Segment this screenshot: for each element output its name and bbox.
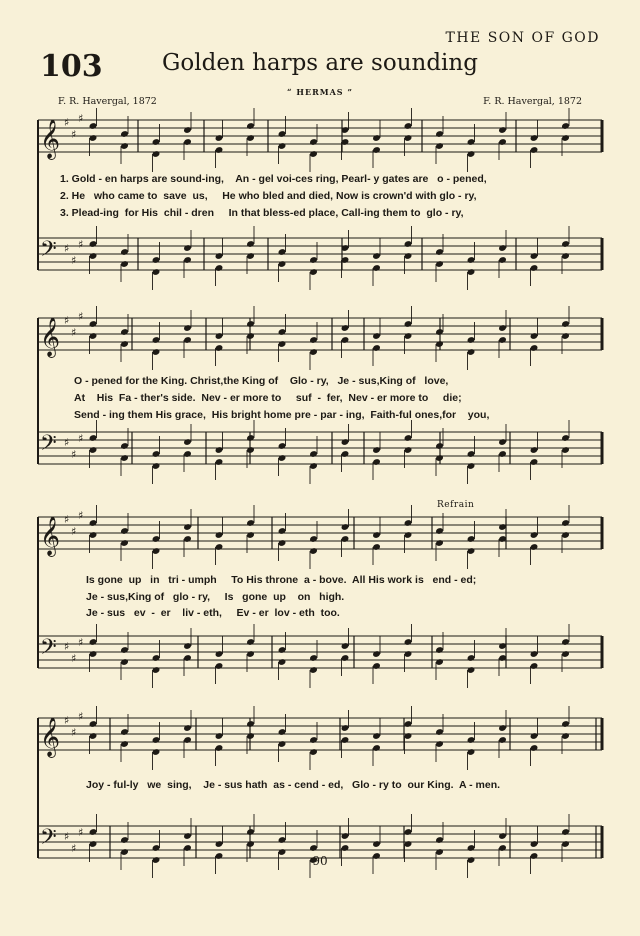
note-head [89, 720, 98, 728]
note-head [404, 840, 413, 848]
note-head [183, 654, 192, 662]
note-head [183, 256, 192, 264]
note-head [152, 450, 161, 458]
note-head [530, 446, 539, 454]
note-head [183, 724, 192, 732]
note-head [341, 336, 350, 344]
note-head [435, 442, 444, 450]
lyric-line: Send - ing them His grace, His bright home pre - par - ing, Faith-ful ones,for you, [74, 409, 490, 421]
note-head [372, 650, 381, 658]
hymn-title: Golden harps are sounding [162, 50, 478, 76]
note-head [467, 547, 476, 555]
note-head [120, 658, 129, 666]
sharp-icon: ♯ [64, 640, 70, 653]
note-head [183, 832, 192, 840]
note-head [467, 256, 476, 264]
note-head [120, 248, 129, 256]
note-head [309, 348, 318, 356]
note-head [309, 547, 318, 555]
note-head [435, 328, 444, 336]
note-head [215, 264, 224, 272]
note-head [215, 446, 224, 454]
sharp-icon: ♯ [78, 112, 84, 125]
note-head [215, 744, 224, 752]
note-head [215, 531, 224, 539]
note-head [561, 332, 570, 340]
note-head [404, 252, 413, 260]
note-head [530, 662, 539, 670]
note-head [467, 462, 476, 470]
sharp-icon: ♯ [71, 842, 77, 855]
note-head [435, 740, 444, 748]
note-head [530, 531, 539, 539]
note-head [183, 324, 192, 332]
treble-clef-icon: 𝄞 [40, 516, 61, 556]
lyric-line: 2. He who came to save us, He who bled and died, Now is crown'd with glo - ry, [60, 190, 477, 202]
note-head [530, 344, 539, 352]
note-head [530, 252, 539, 260]
note-head [561, 828, 570, 836]
note-head [467, 666, 476, 674]
note-head [89, 252, 98, 260]
note-head [152, 666, 161, 674]
note-head [561, 519, 570, 527]
note-head [404, 720, 413, 728]
note-head [120, 260, 129, 268]
note-head [278, 836, 287, 844]
note-head [120, 340, 129, 348]
note-head [152, 748, 161, 756]
note-head [89, 732, 98, 740]
note-head [309, 748, 318, 756]
note-head [561, 446, 570, 454]
sharp-icon: ♯ [64, 436, 70, 449]
note-head [372, 134, 381, 142]
note-head [246, 531, 255, 539]
note-head [341, 324, 350, 332]
note-head [341, 844, 350, 852]
section-heading: THE SON OF GOD [445, 30, 600, 46]
lyric-line: Je - sus ev - er liv - eth, Ev - er lov - eth too. [86, 607, 340, 619]
note-head [404, 531, 413, 539]
refrain-label: Refrain [437, 500, 475, 510]
note-head [120, 836, 129, 844]
bass-clef-icon: 𝄢 [40, 431, 57, 461]
note-head [341, 654, 350, 662]
note-head [372, 344, 381, 352]
note-head [246, 720, 255, 728]
note-head [183, 642, 192, 650]
sharp-icon: ♯ [71, 326, 77, 339]
note-head [246, 650, 255, 658]
note-head [467, 348, 476, 356]
note-head [561, 434, 570, 442]
bass-clef-icon: 𝄢 [40, 237, 57, 267]
note-head [498, 832, 507, 840]
note-head [372, 732, 381, 740]
note-head [435, 130, 444, 138]
lyric-line: Joy - ful-ly we sing, Je - sus hath as - cend - ed, Glo - ry to our King. A - men. [86, 779, 501, 791]
note-head [404, 332, 413, 340]
sharp-icon: ♯ [64, 830, 70, 843]
sharp-icon: ♯ [71, 254, 77, 267]
note-head [530, 264, 539, 272]
note-head [183, 244, 192, 252]
note-head [561, 531, 570, 539]
note-head [183, 535, 192, 543]
note-head [278, 539, 287, 547]
note-head [89, 434, 98, 442]
treble-clef-icon: 𝄞 [40, 119, 61, 159]
sharp-icon: ♯ [71, 448, 77, 461]
note-head [278, 454, 287, 462]
note-head [278, 442, 287, 450]
sharp-icon: ♯ [78, 310, 84, 323]
note-head [120, 527, 129, 535]
note-head [215, 543, 224, 551]
note-head [278, 646, 287, 654]
note-head [467, 268, 476, 276]
note-head [372, 146, 381, 154]
note-head [215, 252, 224, 260]
sharp-icon: ♯ [78, 238, 84, 251]
note-head [498, 724, 507, 732]
note-head [278, 142, 287, 150]
note-head [183, 336, 192, 344]
note-head [498, 256, 507, 264]
note-head [498, 450, 507, 458]
sharp-icon: ♯ [64, 714, 70, 727]
tune-name: “ HERMAS ” [287, 87, 353, 97]
note-head [278, 658, 287, 666]
sharp-icon: ♯ [71, 525, 77, 538]
lyric-line: 1. Gold - en harps are sound-ing, An - gel voi-ces ring, Pearl- y gates are o - pened, [60, 173, 487, 185]
note-head [341, 642, 350, 650]
note-head [561, 720, 570, 728]
note-head [530, 146, 539, 154]
note-head [372, 446, 381, 454]
note-head [215, 134, 224, 142]
note-head [309, 736, 318, 744]
note-head [341, 724, 350, 732]
note-head [120, 539, 129, 547]
note-head [278, 248, 287, 256]
note-head [530, 840, 539, 848]
note-head [183, 438, 192, 446]
note-head [152, 535, 161, 543]
note-head [309, 150, 318, 158]
note-head [246, 320, 255, 328]
note-head [404, 434, 413, 442]
note-head [372, 332, 381, 340]
words-credit: F. R. Havergal, 1872 [58, 96, 157, 107]
note-head [435, 836, 444, 844]
note-head [404, 519, 413, 527]
hymn-number: 103 [40, 49, 103, 84]
note-head [341, 438, 350, 446]
note-head [467, 736, 476, 744]
note-head [341, 523, 350, 531]
note-head [467, 336, 476, 344]
note-head [152, 844, 161, 852]
note-head [89, 332, 98, 340]
note-head [246, 240, 255, 248]
note-head [152, 547, 161, 555]
note-head [278, 328, 287, 336]
note-head [215, 650, 224, 658]
note-head [372, 840, 381, 848]
sharp-icon: ♯ [64, 242, 70, 255]
note-head [467, 748, 476, 756]
note-head [530, 134, 539, 142]
note-head [498, 844, 507, 852]
note-head [278, 740, 287, 748]
note-head [561, 252, 570, 260]
note-head [183, 844, 192, 852]
note-head [183, 450, 192, 458]
note-head [372, 531, 381, 539]
note-head [530, 650, 539, 658]
note-head [309, 666, 318, 674]
note-head [152, 268, 161, 276]
lyric-line: O - pened for the King. Christ,the King of Glo - ry, Je - sus,King of love, [74, 375, 449, 387]
page-number: 90 [312, 854, 328, 868]
treble-clef-icon: 𝄞 [40, 717, 61, 757]
note-head [120, 454, 129, 462]
note-head [467, 150, 476, 158]
note-head [89, 134, 98, 142]
note-head [435, 454, 444, 462]
treble-clef-icon: 𝄞 [40, 317, 61, 357]
note-head [152, 150, 161, 158]
note-head [183, 736, 192, 744]
sharp-icon: ♯ [78, 509, 84, 522]
note-head [309, 654, 318, 662]
sharp-icon: ♯ [78, 636, 84, 649]
note-head [404, 446, 413, 454]
note-head [309, 336, 318, 344]
bass-clef-icon: 𝄢 [40, 825, 57, 855]
note-head [278, 728, 287, 736]
lyric-line: Is gone up in tri - umph To His throne a - bove. All His work is end - ed; [86, 574, 477, 586]
note-head [561, 732, 570, 740]
note-head [215, 344, 224, 352]
note-head [120, 142, 129, 150]
note-head [435, 142, 444, 150]
note-head [561, 650, 570, 658]
note-head [183, 523, 192, 531]
note-head [215, 146, 224, 154]
note-head [278, 340, 287, 348]
note-head [404, 320, 413, 328]
note-head [246, 434, 255, 442]
note-head [152, 462, 161, 470]
note-head [404, 732, 413, 740]
note-head [435, 340, 444, 348]
note-head [246, 332, 255, 340]
bass-clef-icon: 𝄢 [40, 635, 57, 665]
note-head [246, 840, 255, 848]
note-head [89, 240, 98, 248]
note-head [120, 130, 129, 138]
note-head [435, 248, 444, 256]
note-head [152, 336, 161, 344]
lyric-line: 3. Plead-ing for His chil - dren In that bless-ed place, Call-ing them to glo - ry, [60, 207, 464, 219]
note-head [89, 519, 98, 527]
note-head [530, 458, 539, 466]
note-head [561, 122, 570, 130]
note-head [246, 122, 255, 130]
lyric-line: Je - sus,King of glo - ry, Is gone up on high. [86, 591, 345, 603]
note-head [120, 442, 129, 450]
note-head [372, 543, 381, 551]
sharp-icon: ♯ [64, 116, 70, 129]
note-head [89, 531, 98, 539]
note-head [215, 732, 224, 740]
note-head [404, 122, 413, 130]
note-head [246, 446, 255, 454]
note-head [309, 138, 318, 146]
sharp-icon: ♯ [71, 726, 77, 739]
note-head [530, 332, 539, 340]
note-head [215, 662, 224, 670]
note-head [435, 527, 444, 535]
note-head [435, 646, 444, 654]
note-head [372, 744, 381, 752]
note-head [372, 264, 381, 272]
note-head [467, 654, 476, 662]
note-head [498, 336, 507, 344]
note-head [309, 844, 318, 852]
sharp-icon: ♯ [71, 652, 77, 665]
note-head [246, 828, 255, 836]
note-head [183, 126, 192, 134]
note-head [404, 240, 413, 248]
note-head [278, 260, 287, 268]
note-head [435, 539, 444, 547]
note-head [152, 348, 161, 356]
note-head [120, 646, 129, 654]
note-head [341, 736, 350, 744]
note-head [246, 638, 255, 646]
note-head [467, 450, 476, 458]
note-head [309, 450, 318, 458]
note-head [246, 732, 255, 740]
note-head [89, 840, 98, 848]
note-head [152, 654, 161, 662]
note-head [467, 138, 476, 146]
note-head [89, 122, 98, 130]
lyric-line: At His Fa - ther's side. Nev - er more to suf - fer, Nev - er more to die; [74, 392, 462, 404]
note-head [372, 662, 381, 670]
sharp-icon: ♯ [78, 826, 84, 839]
note-head [561, 240, 570, 248]
note-head [372, 252, 381, 260]
note-head [309, 256, 318, 264]
note-head [246, 519, 255, 527]
note-head [215, 332, 224, 340]
note-head [530, 543, 539, 551]
note-head [435, 658, 444, 666]
sharp-icon: ♯ [71, 128, 77, 141]
note-head [341, 450, 350, 458]
note-head [120, 728, 129, 736]
note-head [498, 324, 507, 332]
note-head [215, 840, 224, 848]
note-head [498, 438, 507, 446]
note-head [89, 638, 98, 646]
note-head [89, 828, 98, 836]
note-head [309, 268, 318, 276]
note-head [404, 650, 413, 658]
note-head [561, 638, 570, 646]
note-head [467, 844, 476, 852]
note-head [152, 256, 161, 264]
note-head [467, 535, 476, 543]
note-head [498, 736, 507, 744]
note-head [246, 134, 255, 142]
note-head [372, 458, 381, 466]
note-head [309, 462, 318, 470]
note-head [152, 736, 161, 744]
note-head [435, 260, 444, 268]
music-credit: F. R. Havergal, 1872 [483, 96, 582, 107]
note-head [246, 252, 255, 260]
note-head [89, 320, 98, 328]
note-head [183, 138, 192, 146]
note-head [89, 446, 98, 454]
note-head [404, 134, 413, 142]
note-head [530, 732, 539, 740]
sharp-icon: ♯ [64, 513, 70, 526]
sharp-icon: ♯ [78, 710, 84, 723]
note-head [561, 134, 570, 142]
note-head [498, 244, 507, 252]
note-head [530, 744, 539, 752]
note-head [404, 828, 413, 836]
sharp-icon: ♯ [78, 432, 84, 445]
note-head [435, 728, 444, 736]
note-head [561, 320, 570, 328]
note-head [404, 638, 413, 646]
sharp-icon: ♯ [64, 314, 70, 327]
note-head [309, 535, 318, 543]
note-head [278, 527, 287, 535]
note-head [341, 535, 350, 543]
note-head [561, 840, 570, 848]
note-head [498, 138, 507, 146]
note-head [120, 740, 129, 748]
note-head [152, 138, 161, 146]
note-head [341, 832, 350, 840]
note-head [278, 130, 287, 138]
note-head [215, 458, 224, 466]
note-head [89, 650, 98, 658]
note-head [498, 126, 507, 134]
note-head [120, 328, 129, 336]
